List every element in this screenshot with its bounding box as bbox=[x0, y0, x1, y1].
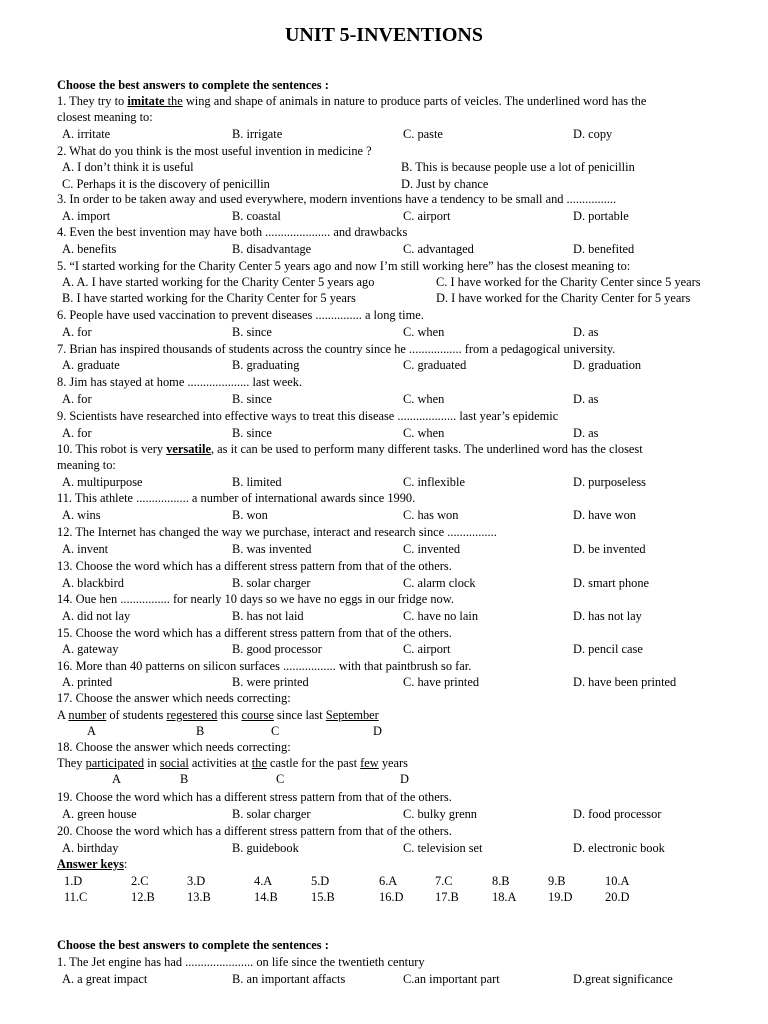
q1-option-c: C. paste bbox=[403, 127, 443, 141]
q19-option-b: B. solar charger bbox=[232, 807, 311, 821]
q14-option-a: A. did not lay bbox=[62, 609, 131, 623]
q14-option-c: C. have no lain bbox=[403, 609, 479, 623]
q11-option-b: B. won bbox=[232, 508, 268, 522]
question-16: 16. More than 40 patterns on silicon surfaces ................. with that paintbrush so far. bbox=[57, 659, 472, 673]
q18-seg-4: castle for the past bbox=[266, 756, 361, 770]
answer-key-item: 7.C bbox=[435, 874, 453, 888]
page-title: UNIT 5-INVENTIONS bbox=[284, 24, 483, 46]
q18-seg-3: activities at bbox=[188, 756, 252, 770]
q10-option-b: B. limited bbox=[232, 475, 282, 489]
q11-option-d: D. have won bbox=[573, 508, 636, 522]
q4-option-a: A. benefits bbox=[62, 242, 117, 256]
answer-key-item: 3.D bbox=[187, 874, 206, 888]
q18-label-c: C bbox=[276, 772, 285, 786]
q4-option-d: D. benefited bbox=[573, 242, 635, 256]
answer-key-item: 12.B bbox=[131, 890, 155, 904]
question-19: 19. Choose the word which has a different stress pattern from that of the others. bbox=[57, 790, 452, 804]
q1-underlined-word: imitate bbox=[127, 94, 165, 108]
q8-option-d: D. as bbox=[573, 392, 599, 406]
q8-option-c: C. when bbox=[403, 392, 445, 406]
answer-key-item: 18.A bbox=[492, 890, 517, 904]
q6-option-c: C. when bbox=[403, 325, 445, 339]
answer-key-item: 17.B bbox=[435, 890, 459, 904]
q17-underlined-a: number bbox=[68, 708, 107, 722]
q10-option-a: A. multipurpose bbox=[62, 475, 143, 489]
q16-option-b: B. were printed bbox=[232, 675, 309, 689]
question-14: 14. Oue hen ................ for nearly 10 days so we have no eggs in our fridge now. bbox=[57, 592, 454, 606]
q5-option-a: A. A. I have started working for the Charity Center 5 years ago bbox=[62, 275, 375, 289]
q10-option-c: C. inflexible bbox=[403, 475, 465, 489]
q7-option-d: D. graduation bbox=[573, 358, 642, 372]
s2q1-option-a: A. a great impact bbox=[62, 972, 148, 986]
question-17: 17. Choose the answer which needs correcting: bbox=[57, 691, 291, 705]
q8-option-a: A. for bbox=[62, 392, 92, 406]
q16-option-d: D. have been printed bbox=[573, 675, 677, 689]
q14-option-b: B. has not laid bbox=[232, 609, 304, 623]
section2-question-1: 1. The Jet engine has had ...................... on life since the twentieth century bbox=[57, 955, 425, 969]
answer-key-item: 15.B bbox=[311, 890, 335, 904]
q12-option-d: D. be invented bbox=[573, 542, 646, 556]
instruction: Choose the best answers to complete the sentences : bbox=[57, 78, 329, 92]
answer-key-item: 6.A bbox=[379, 874, 398, 888]
q13-option-d: D. smart phone bbox=[573, 576, 650, 590]
q18-underlined-c: the bbox=[251, 756, 267, 770]
q14-option-d: D. has not lay bbox=[573, 609, 642, 623]
question-2: 2. What do you think is the most useful invention in medicine ? bbox=[57, 144, 372, 158]
q2-option-b: B. This is because people use a lot of penicillin bbox=[401, 160, 635, 174]
answer-key-item: 8.B bbox=[492, 874, 510, 888]
q1-option-a: A. irritate bbox=[62, 127, 111, 141]
q12-option-c: C. invented bbox=[403, 542, 461, 556]
q15-option-b: B. good processor bbox=[232, 642, 322, 656]
q16-option-a: A. printed bbox=[62, 675, 113, 689]
answer-key-item: 5.D bbox=[311, 874, 330, 888]
q7-option-a: A. graduate bbox=[62, 358, 120, 372]
q2-option-d: D. Just by chance bbox=[401, 177, 489, 191]
q9-option-b: B. since bbox=[232, 426, 272, 440]
q17-seg-2: of students bbox=[106, 708, 167, 722]
q15-option-c: C. airport bbox=[403, 642, 451, 656]
question-10-line2: meaning to: bbox=[57, 458, 116, 472]
q18-label-a: A bbox=[112, 772, 121, 786]
q17-underlined-c: course bbox=[241, 708, 274, 722]
answer-key-item: 13.B bbox=[187, 890, 211, 904]
s2q1-option-d: D.great significance bbox=[573, 972, 673, 986]
q18-label-b: B bbox=[180, 772, 189, 786]
q18-seg-1: They bbox=[57, 756, 86, 770]
q2-option-a: A. I don’t think it is useful bbox=[62, 160, 194, 174]
answer-key-item: 1.D bbox=[64, 874, 83, 888]
question-10 bbox=[57, 441, 643, 457]
q1-text-mid: the bbox=[164, 94, 183, 108]
q9-option-d: D. as bbox=[573, 426, 599, 440]
q1-text-pre: 1. They try to bbox=[57, 94, 128, 108]
q19-option-d: D. food processor bbox=[573, 807, 662, 821]
q9-option-a: A. for bbox=[62, 426, 92, 440]
q3-option-a: A. import bbox=[62, 209, 111, 223]
question-13: 13. Choose the word which has a different stress pattern from that of the others. bbox=[57, 559, 452, 573]
q13-option-a: A. blackbird bbox=[62, 576, 124, 590]
q11-option-c: C. has won bbox=[403, 508, 459, 522]
q2-option-c: C. Perhaps it is the discovery of penicillin bbox=[62, 177, 270, 191]
q6-option-d: D. as bbox=[573, 325, 599, 339]
q5-option-c: C. I have worked for the Charity Center since 5 years bbox=[436, 275, 701, 289]
q17-seg-3: this bbox=[217, 708, 242, 722]
question-3: 3. In order to be taken away and used everywhere, modern inventions have a tendency to be small and ................ bbox=[57, 192, 617, 206]
q20-option-d: D. electronic book bbox=[573, 841, 665, 855]
q1-option-d: D. copy bbox=[573, 127, 613, 141]
q16-option-c: C. have printed bbox=[403, 675, 480, 689]
q6-option-b: B. since bbox=[232, 325, 272, 339]
question-8: 8. Jim has stayed at home .................... last week. bbox=[57, 375, 303, 389]
q18-underlined-a: participated bbox=[85, 756, 145, 770]
q7-option-b: B. graduating bbox=[232, 358, 300, 372]
answer-key-item: 10.A bbox=[605, 874, 630, 888]
question-18: 18. Choose the answer which needs correcting: bbox=[57, 740, 291, 754]
question-4: 4. Even the best invention may have both ..................... and drawbacks bbox=[57, 225, 408, 239]
question-12: 12. The Internet has changed the way we purchase, interact and research since ................ bbox=[57, 525, 497, 539]
answer-key-item: 11.C bbox=[64, 890, 88, 904]
q17-seg-4: since last bbox=[273, 708, 326, 722]
q13-option-c: C. alarm clock bbox=[403, 576, 476, 590]
q17-underlined-b: regestered bbox=[166, 708, 218, 722]
q18-underlined-b: social bbox=[159, 756, 189, 770]
q5-option-d: D. I have worked for the Charity Center for 5 years bbox=[436, 291, 691, 305]
answer-key-item: 20.D bbox=[605, 890, 630, 904]
q17-label-b: B bbox=[196, 724, 205, 738]
q15-option-d: D. pencil case bbox=[573, 642, 643, 656]
q3-option-d: D. portable bbox=[573, 209, 629, 223]
question-15: 15. Choose the word which has a different stress pattern from that of the others. bbox=[57, 626, 452, 640]
answer-key-item: 16.D bbox=[379, 890, 404, 904]
q9-option-c: C. when bbox=[403, 426, 445, 440]
answer-keys-label: Answer keys bbox=[57, 857, 124, 871]
answer-key-item: 4.A bbox=[254, 874, 273, 888]
q10-text-post: , as it can be used to perform many different tasks. The underlined word has the closest bbox=[210, 442, 643, 456]
question-6: 6. People have used vaccination to prevent diseases ............... a long time. bbox=[57, 308, 424, 322]
q10-underlined-word: versatile bbox=[166, 442, 211, 456]
answer-key-item: 9.B bbox=[548, 874, 566, 888]
q20-option-a: A. birthday bbox=[62, 841, 119, 855]
section2-instruction: Choose the best answers to complete the sentences : bbox=[57, 938, 329, 952]
q18-seg-2: in bbox=[144, 756, 160, 770]
question-1-line2: closest meaning to: bbox=[57, 110, 153, 124]
q6-option-a: A. for bbox=[62, 325, 92, 339]
question-20: 20. Choose the word which has a different stress pattern from that of the others. bbox=[57, 824, 452, 838]
q15-option-a: A. gateway bbox=[62, 642, 119, 656]
q17-label-a: A bbox=[87, 724, 96, 738]
q3-option-c: C. airport bbox=[403, 209, 451, 223]
q17-label-d: D bbox=[373, 724, 382, 738]
q20-option-b: B. guidebook bbox=[232, 841, 299, 855]
q17-seg-1: A bbox=[57, 708, 69, 722]
answer-key-item: 2.C bbox=[131, 874, 149, 888]
q19-option-c: C. bulky grenn bbox=[403, 807, 477, 821]
q5-option-b: B. I have started working for the Charity Center for 5 years bbox=[62, 291, 356, 305]
q17-sentence bbox=[57, 707, 379, 723]
q20-option-c: C. television set bbox=[403, 841, 483, 855]
s2q1-option-b: B. an important affacts bbox=[232, 972, 346, 986]
question-1 bbox=[57, 93, 646, 109]
answer-keys-heading bbox=[57, 856, 127, 872]
q12-option-a: A. invent bbox=[62, 542, 109, 556]
q8-option-b: B. since bbox=[232, 392, 272, 406]
q1-option-b: B. irrigate bbox=[232, 127, 283, 141]
q3-option-b: B. coastal bbox=[232, 209, 281, 223]
q7-option-c: C. graduated bbox=[403, 358, 467, 372]
q18-label-d: D bbox=[400, 772, 409, 786]
answer-keys-colon: : bbox=[123, 857, 128, 871]
q19-option-a: A. green house bbox=[62, 807, 137, 821]
q11-option-a: A. wins bbox=[62, 508, 101, 522]
q13-option-b: B. solar charger bbox=[232, 576, 311, 590]
q10-text-pre: 10. This robot is very bbox=[57, 442, 167, 456]
q17-label-c: C bbox=[271, 724, 280, 738]
question-7: 7. Brian has inspired thousands of students across the country since he ................. from a pedagogical university. bbox=[57, 342, 616, 356]
q4-option-c: C. advantaged bbox=[403, 242, 474, 256]
answer-key-item: 19.D bbox=[548, 890, 573, 904]
answer-key-item: 14.B bbox=[254, 890, 278, 904]
q18-sentence bbox=[57, 755, 408, 771]
q17-underlined-d: September bbox=[325, 708, 379, 722]
question-11: 11. This athlete ................. a number of international awards since 1990. bbox=[57, 491, 416, 505]
s2q1-option-c: C.an important part bbox=[403, 972, 500, 986]
q4-option-b: B. disadvantage bbox=[232, 242, 312, 256]
q18-seg-5: years bbox=[378, 756, 408, 770]
q12-option-b: B. was invented bbox=[232, 542, 312, 556]
q18-underlined-d: few bbox=[360, 756, 379, 770]
q1-text-post: wing and shape of animals in nature to produce parts of veicles. The underlined word has the bbox=[182, 94, 647, 108]
q10-option-d: D. purposeless bbox=[573, 475, 646, 489]
question-5: 5. “I started working for the Charity Center 5 years ago and now I’m still working here” has the closest meaning to: bbox=[57, 259, 631, 273]
question-9: 9. Scientists have researched into effective ways to treat this disease ................... last year’s epidemic bbox=[57, 409, 559, 423]
